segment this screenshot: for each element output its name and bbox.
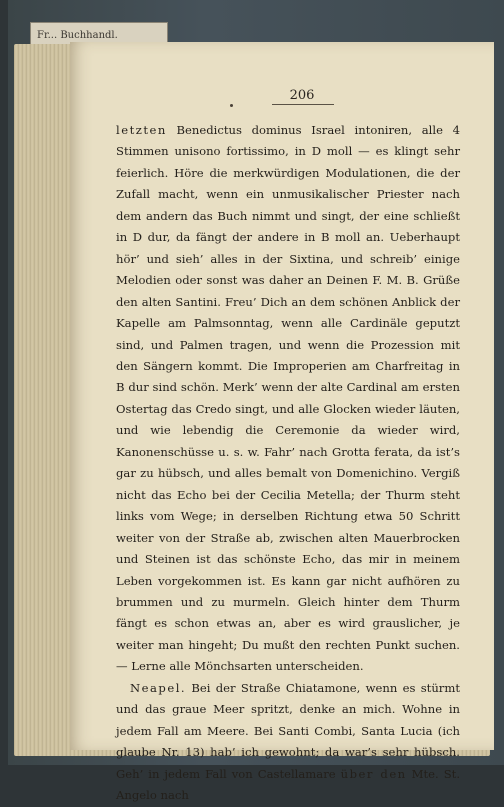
text-run: Benedictus dominus Israel intoniren, alle 4 Stimmen unisono fortissimo, in D moll — es klingt sehr feierlich. Höre die merkwürdigen Modulationen, die der Zufall macht, wenn ein unmusikalischer Priester nach dem andern das Buch nimmt und singt, der eine schließt in D dur, da fängt der andere in B moll an. Ueberhaupt hör’ und sieh’ alles in der Sixtina, und schreib’ einige Melodien oder sonst was daher an Deinen F. M. B. Grüße den alten Santini. Freu’ Dich an dem schönen Anblick der Kapelle am Palmsonntag, wenn alle Cardinäle geputzt sind, und Palmen tragen, und wenn die Prozession mit den Sängern kommt. Die Improperien am Charfreitag in B dur sind schön. Merk’ wenn der alte Cardinal am ersten Ostertag das Credo singt, und alle Glocken wieder läuten, und wie lebendig die Ceremonie da wieder wird, Kanonenschüsse u. s. w. Fahr’ nach Grotta ferata, da ist’s gar zu hübsch, und alles bemalt von Domenichino. Vergiß nicht das Echo bei der Cecilia Metella; der Thurm steht links vom Wege; in derselben Richtung etwa 50 Schritt weiter von der Straße ab, zwischen alten Mauerbrocken und Steinen ist das schönste Echo, das mir in meinem Leben vorgekommen ist. Es kann gar nicht aufhören zu brummen und zu murmeln. Gleich hinter dem Thurm fängt es schon etwas an, aber es wird grauslicher, je weiter man hingeht; Du mußt den rechten Punkt suchen. — Lerne alle Mönchsarten unterscheiden. — [116, 123, 460, 674]
text-run: Neapel. — [130, 680, 187, 695]
paragraph — [116, 678, 460, 807]
text-run: über den — [340, 766, 407, 781]
text-run: Bei der Straße Chiatamone, wenn es stürmt und das graue Meer spritzt, denke an mich. Wohne in jedem Fall am Meere. Bei Santi Combi, Santa Lucia (ich glaube Nr. 13) hab’ ich gewohnt; da war’s sehr hübsch. Geh’ in jedem Fall von Castellamare — [116, 680, 460, 781]
page-number: 206 — [289, 88, 315, 103]
paragraph — [116, 120, 460, 678]
header-rule — [272, 104, 334, 105]
binding-label: Fr... Buchhandl. — [30, 22, 168, 48]
text-run: Mte. St. Angelo nach — [116, 766, 461, 803]
body-text — [116, 120, 460, 807]
text-run: letzten — [116, 123, 167, 137]
header-dot — [230, 104, 233, 107]
